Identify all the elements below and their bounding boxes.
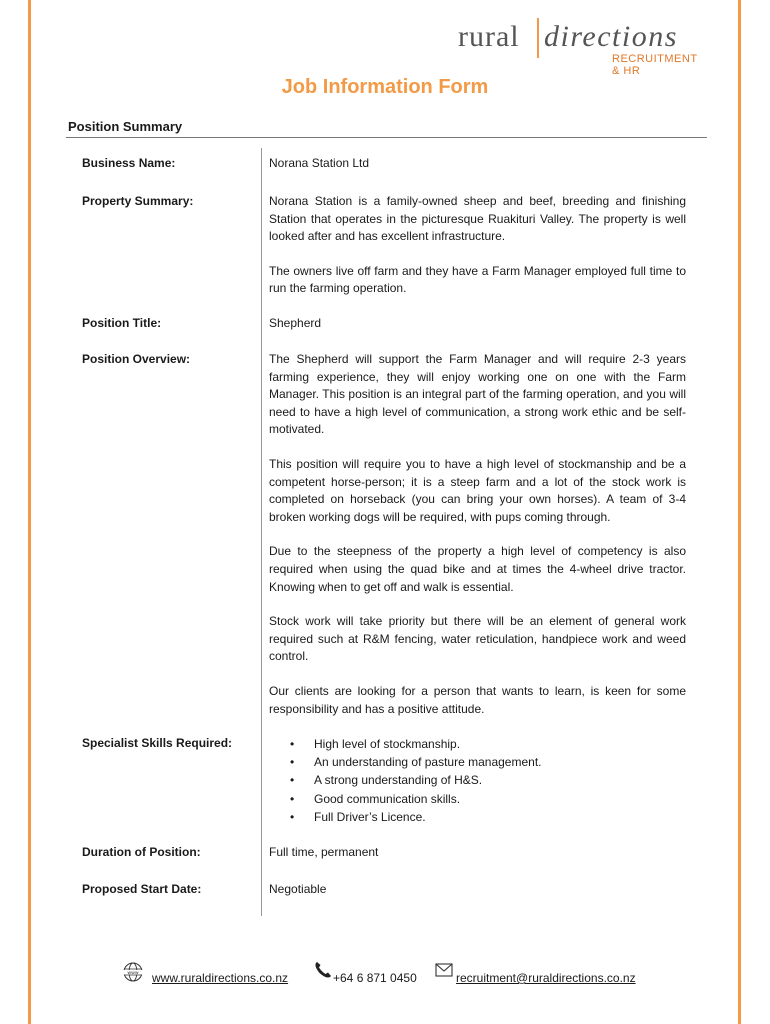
section-heading: Position Summary [68, 119, 183, 134]
position-title-label: Position Title: [82, 316, 162, 330]
position-overview-label: Position Overview: [82, 352, 191, 366]
duration-value: Full time, permanent [269, 845, 379, 859]
globe-icon [120, 961, 146, 986]
column-divider [261, 148, 262, 916]
phone-icon [313, 960, 333, 983]
start-date-label: Proposed Start Date: [82, 882, 202, 896]
brand-logo [458, 14, 708, 77]
logo-word-directions: directions [544, 20, 678, 53]
start-date-value: Negotiable [269, 882, 327, 896]
property-summary-paragraph: Norana Station is a family-owned sheep and beef, breeding and finishing Station that operates in the picturesque Ruakituri Valley. The property is well looked after and has excellent infrastructure. [269, 194, 686, 244]
email-link[interactable]: recruitment@ruraldirections.co.nz [456, 971, 636, 985]
section-divider [66, 137, 707, 138]
business-name-value: Norana Station Ltd [269, 156, 370, 170]
left-accent-border [28, 0, 31, 1024]
logo-tagline: RECRUITMENT & HR [612, 53, 698, 77]
overview-paragraph: Due to the steepness of the property a high level of competency is also required when using the quad bike and at times the 4-wheel drive tractor. Knowing when to get off and walk is essential. [269, 544, 686, 594]
form-title: Job Information Form [281, 76, 489, 98]
logo-divider [537, 18, 539, 58]
phone-number: +64 6 871 0450 [333, 971, 417, 985]
overview-paragraph: This position will require you to have a high level of stockmanship and be a competent horse-person; it is a steep farm and a lot of the stock work is completed on horseback (you can bring your own horses). A team of 3-4 broken working dogs will be required, with pups coming through. [269, 456, 686, 524]
skill-item: • A strong understanding of H&S. [269, 771, 686, 789]
logo-word-rural: rural [458, 20, 520, 53]
right-accent-border [738, 0, 741, 1024]
business-name-label: Business Name: [82, 156, 176, 170]
duration-label: Duration of Position: [82, 845, 201, 859]
skills-list [269, 735, 686, 826]
skill-item: • An understanding of pasture management. [269, 753, 686, 771]
overview-paragraph: Stock work will take priority but there will be an element of general work required such at R&M fencing, water reticulation, handpiece work and weed control. [269, 614, 686, 664]
specialist-skills-value [269, 735, 686, 826]
overview-paragraph: The Shepherd will support the Farm Manager and will require 2-3 years farming experience, they will enjoy working one on one with the Farm Manager. This position is an integral part of the farming operation, and you will need to have a high level of communication, a strong work ethic and be self-motivated. [269, 352, 686, 437]
specialist-skills-label: Specialist Skills Required: [82, 736, 233, 750]
contact-footer [120, 960, 680, 986]
overview-paragraph: Our clients are looking for a person that wants to learn, is keen for some responsibility and has a positive attitude. [269, 683, 686, 716]
website-link[interactable]: www.ruraldirections.co.nz [152, 971, 289, 985]
position-overview-value [269, 351, 686, 718]
email-icon [435, 963, 453, 980]
position-title-value: Shepherd [269, 316, 322, 330]
property-summary-value [269, 193, 686, 298]
skill-item: • Good communication skills. [269, 790, 686, 808]
skill-item: • Full Driver’s Licence. [269, 808, 686, 826]
svg-text:www: www [127, 970, 139, 976]
property-summary-label: Property Summary: [82, 194, 194, 208]
skill-item: • High level of stockmanship. [269, 735, 686, 753]
property-summary-paragraph: The owners live off farm and they have a Farm Manager employed full time to run the farming operation. [269, 263, 686, 296]
